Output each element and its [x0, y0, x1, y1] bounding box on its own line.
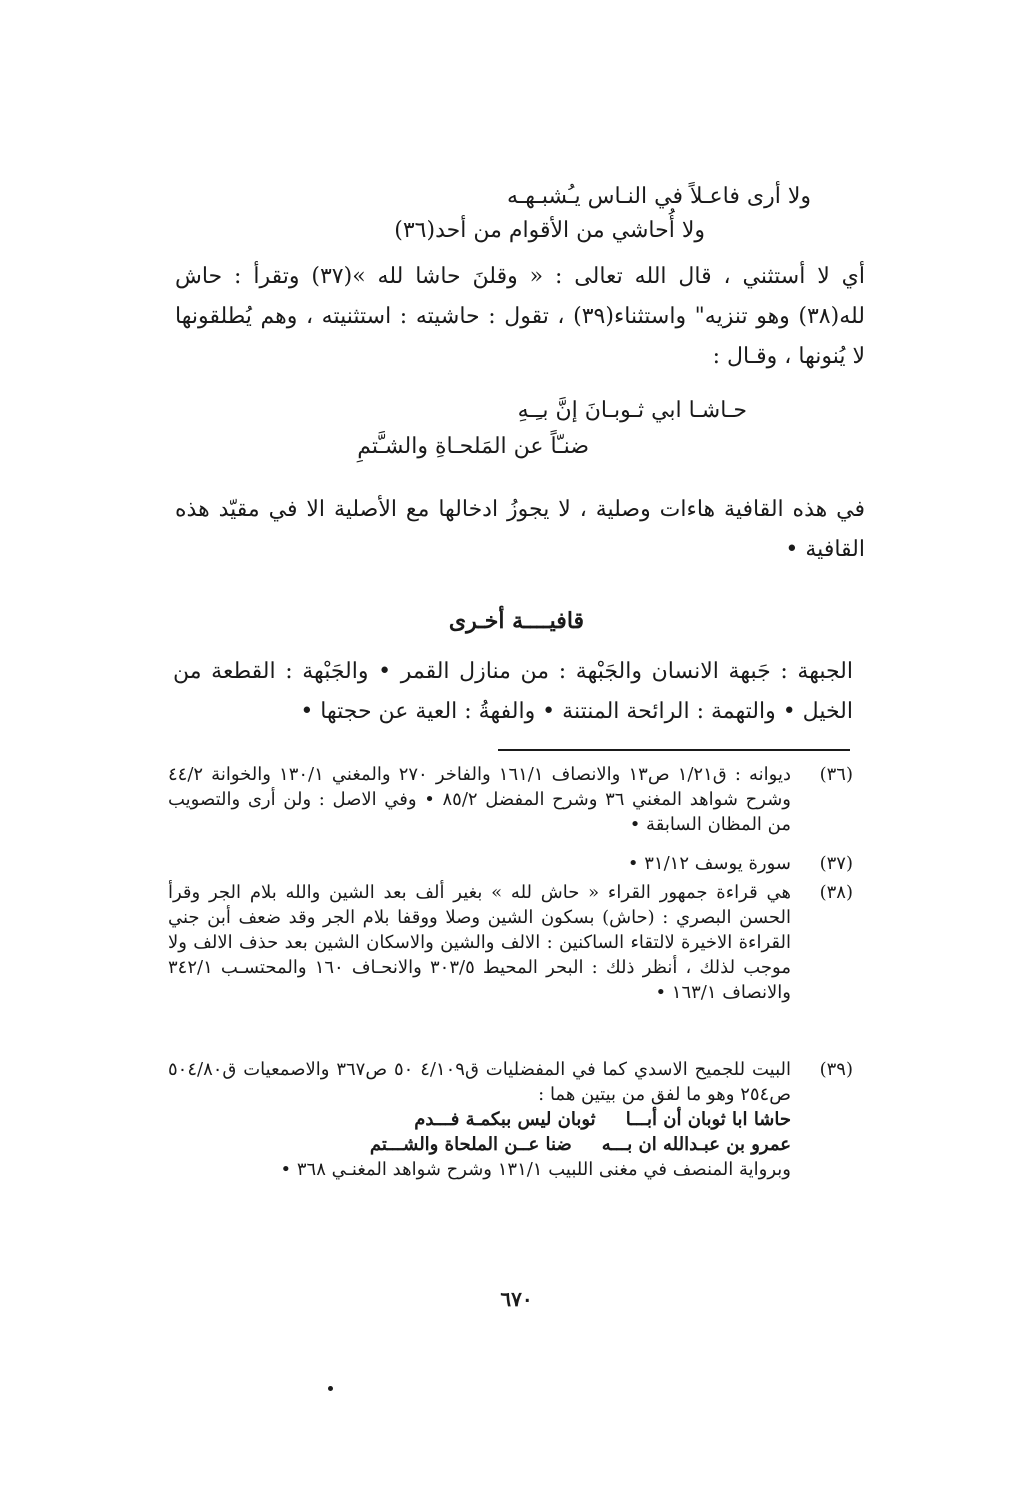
- footnote-39-intro: البيت للجميح الاسدي كما في المفضليات ق٤/١٠٩ ٥٠ ص٣٦٧ والاصمعيات ق٥٠٤/٨٠ ص٢٥٤ وهو ما لفق من بيتين هما :: [168, 1059, 792, 1105]
- footnote-number: (٣٨): [819, 882, 853, 903]
- section-paragraph: الجبهة : جَبهة الانسان والجَبْهة : من منازل القمر • والجَبْهة : القطعة من الخيل • والتهمة : الرائحة المنتنة • والفهةُ : العية عن حجتها •: [173, 659, 853, 724]
- footnote-text: [168, 1057, 791, 1182]
- verse1-line1: ولا أرى فاعـلاً في النـاس يـُشبـهـه: [507, 184, 811, 209]
- verse1-line2: ولا أُحاشي من الأقوام من أحد(٣٦): [394, 218, 705, 243]
- footnote-text: هي قراءة جمهور القراء « حاش لله » بغير ألف بعد الشين والله بلام الجر وقرأ الحسن البصري : (حاش) بسكون الشين وصلا ووقفا بلام الجر وقد ضعف أبن جني القراءة الاخيرة لالتقاء الساكنين : الالف والشين والاسكان الشين بعد حذف الالف ولا موجب لذلك ، أنظر ذلك : البحر المحيط ٣٠٣/٥ والانحـاف ١٦٠ والمحتسـب ٣٤٢/١ والانصاف ١٦٣/١ •: [168, 882, 791, 1003]
- body-paragraph-1: أي لا أستثني ، قال الله تعالى : « وقلنَ حاشا لله »(٣٧) وتقرأ : حاش لله(٣٨) وهو تنزيه" واستثناء(٣٩) ، تقول : حاشيته : استثنيته ، وهم يُطلقونها لا يُنونها ، وقـال :: [175, 264, 865, 369]
- footnote-separator: [498, 749, 850, 751]
- footnote-39-outro: وبرواية المنصف في مغنى اللبيب ١٣١/١ وشرح شواهد المغنـي ٣٦٨ •: [280, 1159, 791, 1180]
- footnote-number: (٣٩): [819, 1059, 853, 1080]
- footnote-verse-hemistich: عمرو بن عبـدالله ان بـــه: [601, 1134, 791, 1155]
- footnote-number: (٣٦): [819, 764, 853, 785]
- section-heading: قافيــــة أخـرى: [448, 608, 585, 634]
- page-number: ٦٧٠: [500, 1287, 533, 1311]
- stray-mark: [328, 1386, 333, 1391]
- footnote-36: [168, 762, 853, 837]
- body-paragraph-2: في هذه القافية هاءات وصلية ، لا يجوزُ ادخالها مع الأصلية الا في مقيّد هذه القافية •: [175, 497, 865, 562]
- footnote-verse-row: [168, 1132, 791, 1157]
- verse2-line2: ضنـّاً عن المَلحـاةِ والشـَّتمِ: [357, 434, 589, 459]
- footnote-verse-hemistich: حاشا ابا ثوبان أن أبـــا: [625, 1109, 791, 1130]
- footnote-38: [168, 880, 853, 1005]
- footnote-verse-hemistich: ضنا عــن الملحاة والشـــتم: [369, 1134, 572, 1155]
- footnote-number: (٣٧): [819, 853, 853, 874]
- footnote-39: [168, 1057, 853, 1182]
- footnote-text: ديوانه : ق١/٢١ ص١٣ والانصاف ١٦١/١ والفاخر ٢٧٠ والمغني ١٣٠/١ والخوانة ٤٤/٢ وشرح شواهد المغني ٣٦ وشرح المفضل ٨٥/٢ • وفي الاصل : ولن أرى والتصويب من المظان السابقة •: [168, 764, 791, 835]
- footnote-verse-row: [168, 1107, 791, 1132]
- verse2-line1: حـاشـا ابي ثـوبـانَ إنَّ بـِـهِ: [517, 398, 747, 423]
- footnote-verse-hemistich: ثوبان ليس ببكمـة فـــدم: [414, 1109, 596, 1130]
- footnote-text: سورة يوسف ٣١/١٢ •: [627, 853, 791, 874]
- footnote-37: [168, 851, 853, 876]
